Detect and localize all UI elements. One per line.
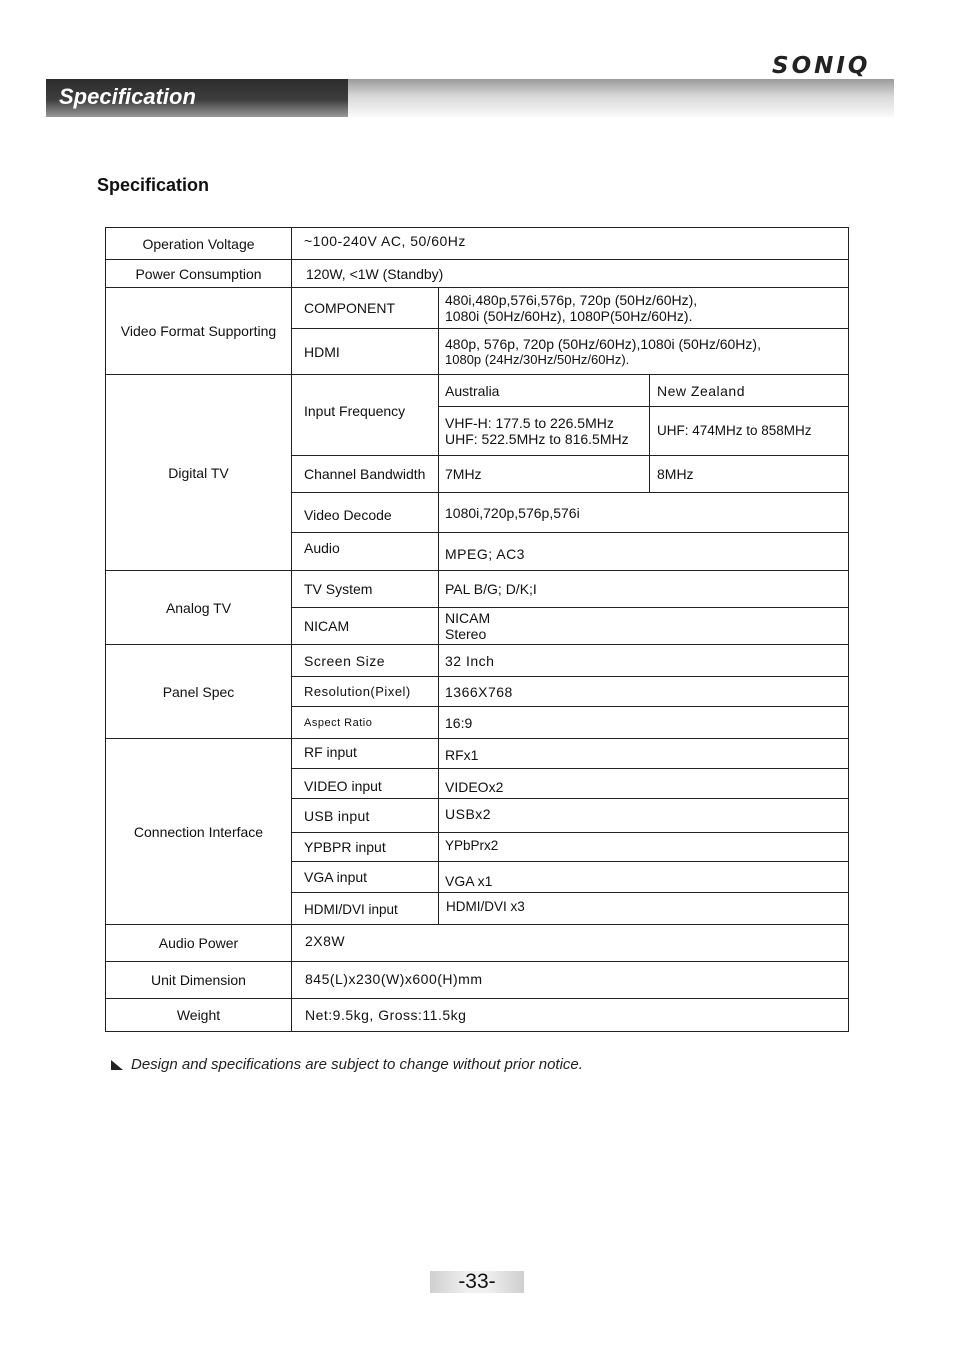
value-unit-dimension: 845(L)x230(W)x600(H)mm <box>305 971 483 987</box>
label-vga-input: VGA input <box>304 869 368 885</box>
value-component <box>439 288 848 328</box>
label-screen-size: Screen Size <box>304 652 385 669</box>
value-nicam <box>439 608 848 644</box>
label-video-input: VIDEO input <box>304 778 382 794</box>
value-component-line1: 480i,480p,576i,576p, 720p (50Hz/60Hz), <box>445 292 698 308</box>
value-video-decode: 1080i,720p,576p,576i <box>445 505 580 521</box>
value-ypbpr-input: YPbPrx2 <box>445 837 499 853</box>
value-component-line2: 1080i (50Hz/60Hz), 1080P(50Hz/60Hz). <box>445 308 693 324</box>
label-resolution: Resolution(Pixel) <box>304 683 411 699</box>
label-component: COMPONENT <box>304 300 395 316</box>
label-input-frequency: Input Frequency <box>304 403 406 419</box>
label-analog-tv: Analog TV <box>165 599 232 616</box>
label-weight: Weight <box>176 1007 221 1023</box>
value-weight: Net:9.5kg, Gross:11.5kg <box>305 1007 467 1023</box>
spec-table <box>105 227 849 1032</box>
value-resolution: 1366X768 <box>445 683 513 700</box>
value-audio-power: 2X8W <box>305 933 346 949</box>
banner-title-block <box>46 79 348 117</box>
value-nicam-line2: Stereo <box>445 626 487 642</box>
label-panel-spec: Panel Spec <box>162 683 235 700</box>
value-nicam-line1: NICAM <box>445 610 491 626</box>
label-ypbpr-input-text: YPBPR input <box>304 839 386 855</box>
value-usb-input: USBx2 <box>445 805 492 822</box>
label-audio-power: Audio Power <box>158 935 239 951</box>
value-bandwidth-nz: 8MHz <box>657 466 694 482</box>
label-rf-input: RF input <box>304 744 357 760</box>
value-vga-input: VGA x1 <box>445 873 493 889</box>
disclaimer-note <box>111 1056 583 1073</box>
label-unit-dimension: Unit Dimension <box>151 972 246 988</box>
value-video-input: VIDEOx2 <box>445 779 504 795</box>
value-tv-system: PAL B/G; D/K;I <box>445 581 537 597</box>
label-connection-interface: Connection Interface <box>133 823 264 840</box>
label-usb-input: USB input <box>304 807 370 824</box>
disclaimer-text: Design and specifications are subject to change without prior notice. <box>131 1056 583 1073</box>
value-hdmi <box>439 329 848 374</box>
label-power-consumption: Power Consumption <box>135 265 262 282</box>
value-hdmi-line2: 1080p (24Hz/30Hz/50Hz/60Hz). <box>445 351 630 367</box>
value-screen-size: 32 Inch <box>445 652 495 669</box>
section-title: Specification <box>97 175 210 195</box>
label-tv-system: TV System <box>304 581 373 597</box>
value-power-consumption: 120W, <1W (Standby) <box>306 265 444 282</box>
value-aspect-ratio: 16:9 <box>445 714 473 731</box>
value-hdmi-dvi-input: HDMI/DVI x3 <box>446 898 525 914</box>
page-number: -33- <box>430 1271 524 1293</box>
value-operation-voltage: ~100-240V AC, 50/60Hz <box>304 233 466 249</box>
header-banner <box>46 79 894 117</box>
header-new-zealand: New Zealand <box>657 382 745 399</box>
label-aspect-ratio: Aspect Ratio <box>304 716 373 729</box>
header-australia: Australia <box>445 382 500 399</box>
label-nicam: NICAM <box>304 618 350 634</box>
value-audio: MPEG; AC3 <box>445 545 525 562</box>
arrow-icon <box>111 1060 123 1070</box>
value-frequency-au-line2: UHF: 522.5MHz to 816.5MHz <box>445 431 629 447</box>
label-digital-tv: Digital TV <box>168 464 229 481</box>
banner-title: Specification <box>59 84 196 109</box>
value-frequency-au-line1: VHF-H: 177.5 to 226.5MHz <box>445 415 614 431</box>
label-video-format: Video Format Supporting <box>120 323 277 339</box>
label-ypbpr-input <box>292 833 438 861</box>
label-audio: Audio <box>304 540 340 556</box>
value-bandwidth-au: 7MHz <box>445 466 482 482</box>
value-rf-input: RFx1 <box>445 747 479 763</box>
label-video-decode: Video Decode <box>304 507 392 523</box>
brand-logo: SONIQ <box>772 53 871 79</box>
label-hdmi-dvi-input: HDMI/DVI input <box>304 901 398 917</box>
label-channel-bandwidth: Channel Bandwidth <box>304 466 426 482</box>
value-frequency-nz: UHF: 474MHz to 858MHz <box>657 423 812 438</box>
label-operation-voltage: Operation Voltage <box>142 235 255 252</box>
value-hdmi-line1: 480p, 576p, 720p (50Hz/60Hz),1080i (50Hz/60Hz), <box>445 335 761 352</box>
value-frequency-australia <box>439 407 649 455</box>
label-hdmi: HDMI <box>304 343 340 360</box>
